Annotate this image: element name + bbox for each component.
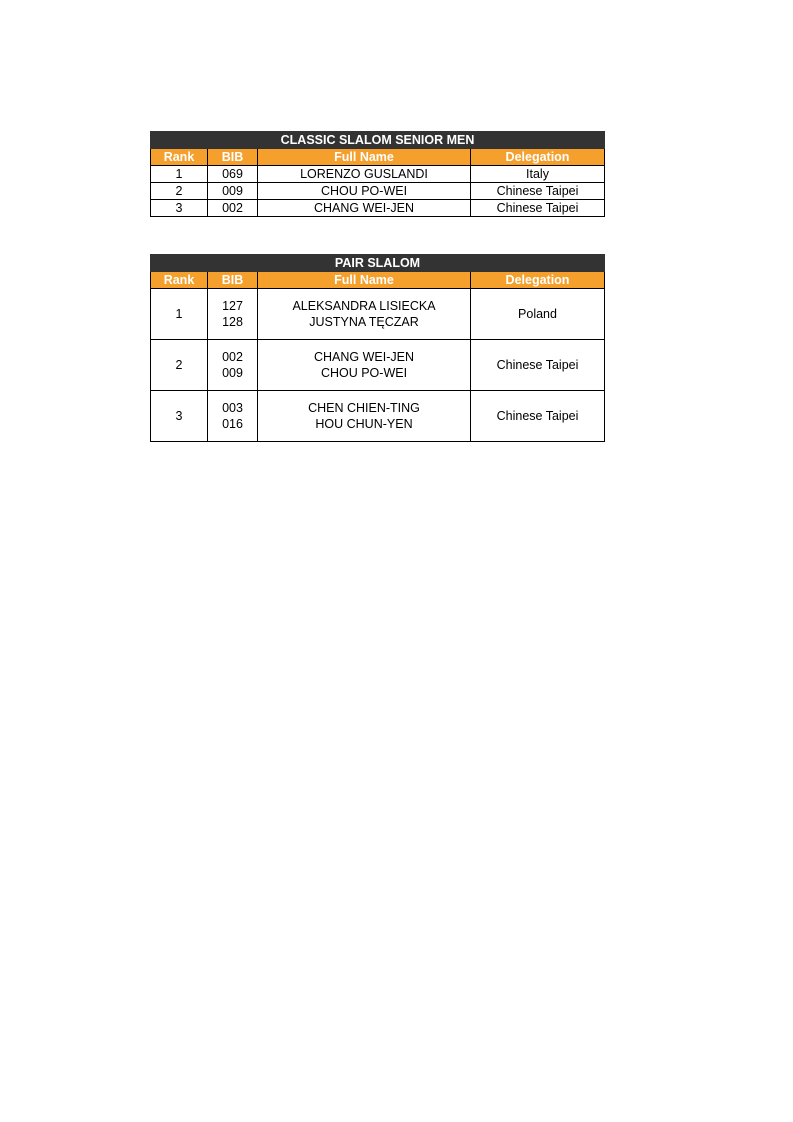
rank-cell: 3: [151, 200, 208, 217]
bib-cell: [208, 340, 258, 391]
bib-cell: [208, 391, 258, 442]
full-name-cell: [258, 289, 471, 340]
bib-cell: 069: [208, 166, 258, 183]
bib-line: 128: [222, 315, 243, 329]
delegation-cell: Poland: [471, 289, 605, 340]
table-title-row: [151, 255, 605, 272]
full-name-line: JUSTYNA TĘCZAR: [309, 315, 419, 329]
classic-slalom-results-table: [150, 131, 605, 217]
bib-line: 002: [222, 350, 243, 364]
pair-slalom-results-table: [150, 254, 605, 442]
column-header-full-name: Full Name: [258, 149, 471, 166]
rank-cell: 3: [151, 391, 208, 442]
table-title-row: [151, 132, 605, 149]
column-header-delegation: Delegation: [471, 149, 605, 166]
full-name-line: HOU CHUN-YEN: [315, 417, 413, 431]
bib-cell: 002: [208, 200, 258, 217]
bib-line: 127: [222, 299, 243, 313]
bib-line: 003: [222, 401, 243, 415]
delegation-cell: Italy: [471, 166, 605, 183]
table-row: [151, 289, 605, 340]
delegation-cell: Chinese Taipei: [471, 340, 605, 391]
column-header-delegation: Delegation: [471, 272, 605, 289]
full-name-cell: LORENZO GUSLANDI: [258, 166, 471, 183]
full-name-cell: [258, 391, 471, 442]
column-header-bib: BIB: [208, 272, 258, 289]
delegation-cell: Chinese Taipei: [471, 200, 605, 217]
full-name-line: CHANG WEI-JEN: [314, 350, 414, 364]
bib-line: 009: [222, 366, 243, 380]
full-name-line: CHOU PO-WEI: [320, 366, 408, 380]
bib-cell: [208, 289, 258, 340]
column-header-rank: Rank: [151, 272, 208, 289]
bib-cell: 009: [208, 183, 258, 200]
rank-cell: 1: [151, 166, 208, 183]
table-title: CLASSIC SLALOM SENIOR MEN: [151, 132, 605, 149]
table-header-row: [151, 272, 605, 289]
table-row: [151, 200, 605, 217]
full-name-cell: CHOU PO-WEI: [258, 183, 471, 200]
delegation-cell: Chinese Taipei: [471, 391, 605, 442]
bib-line: 016: [222, 417, 243, 431]
full-name-line: CHEN CHIEN-TING: [308, 401, 420, 415]
rank-cell: 2: [151, 340, 208, 391]
full-name-cell: CHANG WEI-JEN: [258, 200, 471, 217]
rank-cell: 1: [151, 289, 208, 340]
table-row: [151, 340, 605, 391]
full-name-cell: [258, 340, 471, 391]
table-row: [151, 183, 605, 200]
delegation-cell: Chinese Taipei: [471, 183, 605, 200]
table-row: [151, 391, 605, 442]
full-name-line: ALEKSANDRA LISIECKA: [292, 299, 436, 313]
table-header-row: [151, 149, 605, 166]
table-title: PAIR SLALOM: [151, 255, 605, 272]
column-header-rank: Rank: [151, 149, 208, 166]
table-row: [151, 166, 605, 183]
column-header-full-name: Full Name: [258, 272, 471, 289]
rank-cell: 2: [151, 183, 208, 200]
column-header-bib: BIB: [208, 149, 258, 166]
